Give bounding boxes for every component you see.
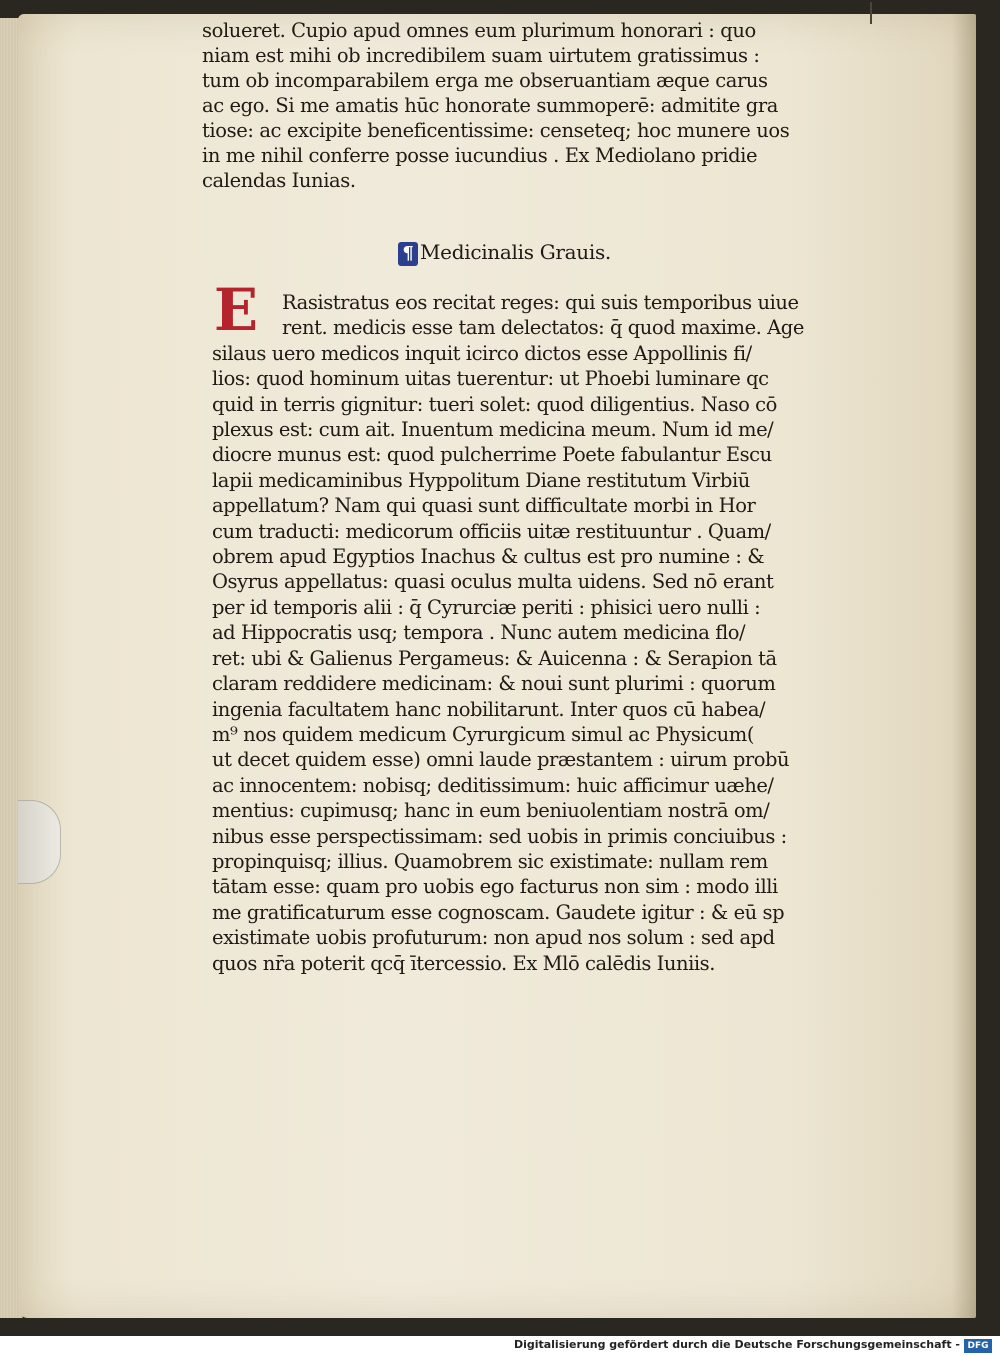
folio-mark — [870, 2, 872, 24]
section-heading — [398, 240, 611, 266]
text-line: quos nr̄a poterit qcq̄ ītercessio. Ex Mlō calēdis Iuniis. — [212, 951, 715, 975]
rubricated-initial: E — [213, 276, 259, 344]
text-line: calendas Iunias. — [202, 169, 356, 192]
text-line: lapii medicaminibus Hyppolitum Diane restitutum Virbiū — [212, 468, 750, 492]
text-line: lios: quod hominum uitas tuerentur: ut Phoebi luminare qc — [212, 367, 769, 391]
text-line: ret: ubi & Galienus Pergameus: & Auicenna : & Serapion tā — [212, 646, 777, 670]
text-line: existimate uobis profuturum: non apud nos solum : sed apd — [212, 926, 775, 950]
text-line: quid in terris gignitur: tueri solet: quod diligentius. Naso cō — [212, 392, 777, 416]
dfg-logo: DFG — [964, 1339, 992, 1353]
text-line: ad Hippocratis usq; tempora . Nunc autem medicina flo/ — [212, 621, 746, 645]
text-line: me gratificaturum esse cognoscam. Gaudete igitur : & eū sp — [212, 900, 785, 924]
text-line: plexus est: cum ait. Inuentum medicina meum. Num id me/ — [212, 418, 774, 442]
text-line: mentius: cupimusq; hanc in eum beniuolentiam nostrā om/ — [212, 799, 770, 823]
text-line: tiose: ac excipite beneficentissime: censeteq; hoc munere uos — [202, 119, 790, 142]
text-line: silaus uero medicos inquit icirco dictos esse Appollinis fi/ — [212, 341, 752, 365]
text-line: appellatum? Nam qui quasi sunt difficultate morbi in Hor — [212, 494, 756, 518]
text-line: ingenia facultatem hanc nobilitarunt. Inter quos cū habea/ — [212, 697, 766, 721]
text-line: rent. medicis esse tam delectatos: q̄ quod maxime. Age — [282, 316, 804, 340]
text-line: diocre munus est: quod pulcherrime Poete fabulantur Escu — [212, 443, 772, 467]
text-line: solueret. Cupio apud omnes eum plurimum honorari : quo — [202, 19, 756, 42]
letter-body-text — [212, 290, 862, 976]
text-line: niam est mihi ob incredibilem suam uirtutem gratissimus : — [202, 44, 760, 67]
text-line: Rasistratus eos recitat reges: qui suis temporibus uiue — [282, 291, 799, 314]
text-line: m⁹ nos quidem medicum Cyrurgicum simul ac Physicum( — [212, 722, 754, 746]
pilcrow-icon: ¶ — [398, 242, 418, 266]
text-line: ac ego. Si me amatis hūc honorate summoperē: admitite gra — [202, 94, 779, 117]
text-line: nibus esse perspectissimam: sed uobis in primis conciuibus : — [212, 824, 787, 848]
text-line: ac innocentem: nobisq; deditissimum: huic afficimur uæhe/ — [212, 773, 774, 797]
text-line: tātam esse: quam pro uobis ego facturus non sim : modo illi — [212, 875, 778, 899]
text-line: obrem apud Egyptios Inachus & cultus est pro numine : & — [212, 545, 765, 569]
digitization-footer — [0, 1336, 1000, 1356]
letter-top-text — [202, 18, 862, 193]
text-line: tum ob incomparabilem erga me obseruantiam æque carus — [202, 69, 768, 92]
text-line: in me nihil conferre posse iucundius . Ex Mediolano pridie — [202, 144, 758, 167]
text-line: per id temporis alii : q̄ Cyrurciæ periti : phisici uero nulli : — [212, 595, 761, 619]
text-line: ut decet quidem esse) omni laude præstantem : uirum probū — [212, 748, 790, 772]
text-line: Osyrus appellatus: quasi oculus multa uidens. Sed nō erant — [212, 570, 774, 594]
text-line: propinquisq; illius. Quamobrem sic existimate: nullam rem — [212, 849, 768, 873]
text-line: claram reddidere medicinam: & noui sunt plurimi : quorum — [212, 672, 776, 696]
page-clip — [18, 800, 61, 884]
text-line: cum traducti: medicorum officiis uitæ restituuntur . Quam/ — [212, 519, 771, 543]
heading-text: Medicinalis Grauis. — [420, 240, 611, 264]
gutter-shadow — [952, 14, 976, 1318]
funding-credit: Digitalisierung gefördert durch die Deutsche Forschungsgemeinschaft - — [513, 1338, 960, 1351]
